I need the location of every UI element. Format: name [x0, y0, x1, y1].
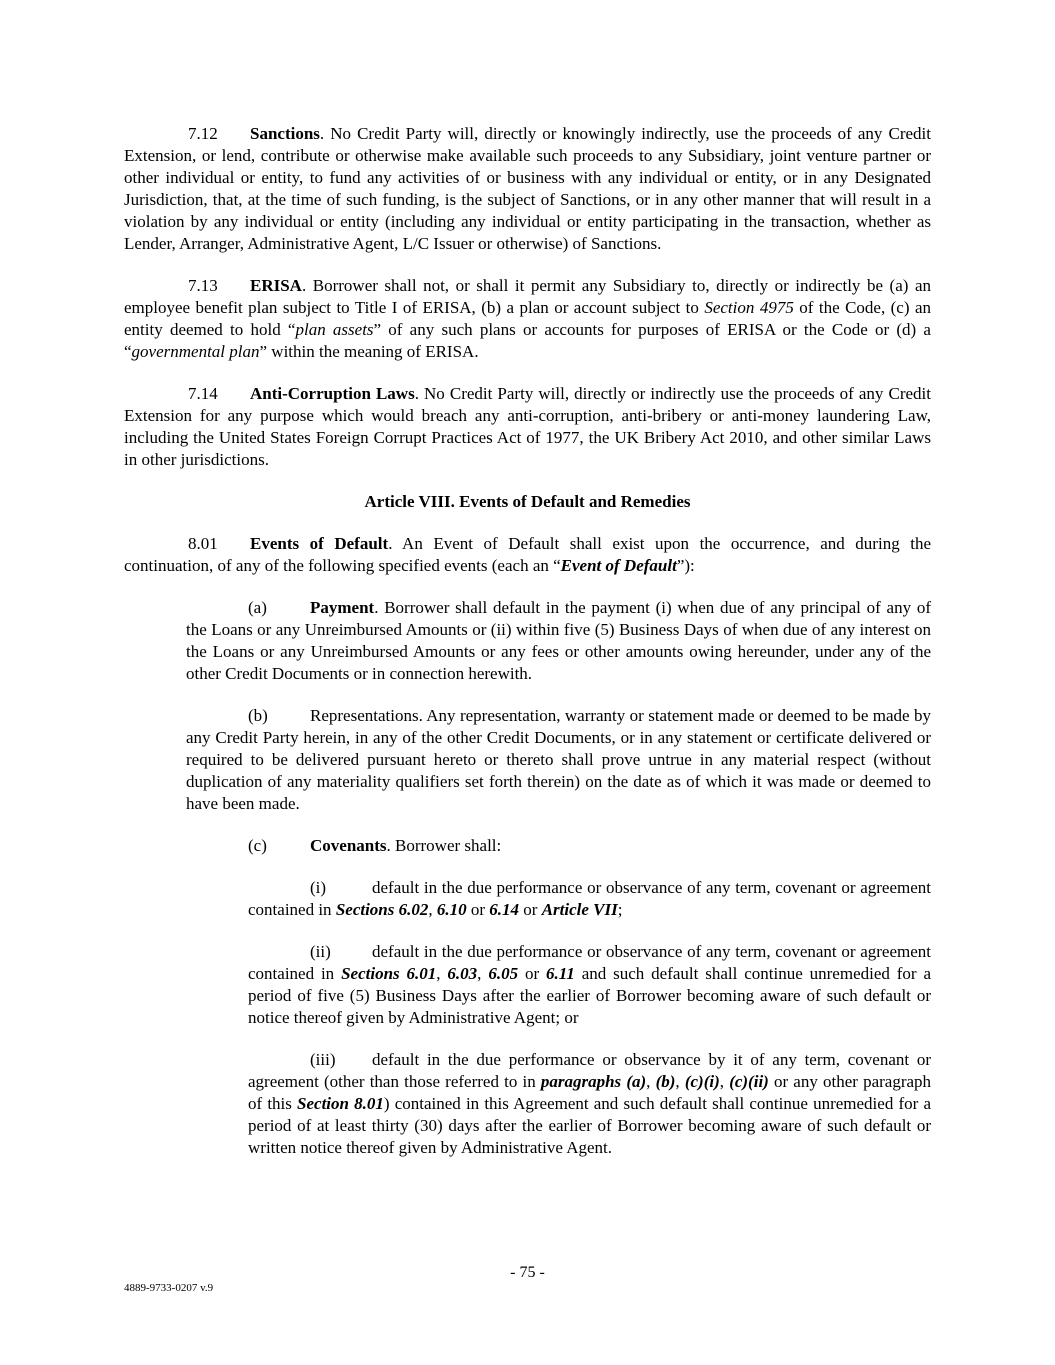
section-reference: (b) — [655, 1072, 676, 1091]
paragraph-text: ; — [617, 900, 623, 919]
paragraph-b — [186, 705, 931, 815]
paragraph-text: , — [477, 964, 489, 983]
section-reference: 6.14 — [489, 900, 520, 919]
paragraph-text: . Borrower shall default in the payment (i) when due of any principal of any of the Loans or any Unreimbursed Amounts or (ii) within five (5) Business Days of when due of any interest on the Loans or any Unreimbursed Amounts or any fees or other amounts owing hereunder, under any of the other Credit Documents or in connection herewith. — [186, 598, 931, 683]
section-text: ” within the meaning of ERISA. — [259, 342, 479, 361]
section-text: ” of any such plans or accounts for purposes of ERISA or the Code or (d) a “ — [124, 320, 931, 361]
section-text: . An Event of Default shall exist upon the occurrence, and during the continuation, of any of the following specified events (each an “ — [124, 534, 932, 575]
section-text: . No Credit Party will, directly or knowingly indirectly, use the proceeds of any Credit Extension, or lend, contribute or otherwise make available such proceeds to any Subsidiary, joint venture partner or other individual or entity, to fund any activities of or business with any individual or entity, or in any Designated Jurisdiction, that, at the time of such funding, is the subject of Sanctions, or in any other manner that will result in a violation by any individual or entity (including any individual or entity participating in the transaction, whether as Lender, Arranger, Administrative Agent, L/C Issuer or otherwise) of Sanctions. — [124, 124, 931, 253]
section-title: ERISA — [250, 276, 302, 295]
paragraph-text: , — [436, 964, 448, 983]
paragraph-text: or — [519, 900, 542, 919]
subparagraph-label: (iii) — [310, 1050, 336, 1069]
section-reference: paragraphs (a) — [540, 1072, 647, 1091]
section-text: . Borrower shall not, or shall it permit any Subsidiary to, directly or indirectly be (a) an employee benefit plan subject to Title I of ERISA, (b) a plan or account subject to — [124, 276, 931, 317]
paragraph-text: , — [719, 1072, 730, 1091]
paragraph-text: default in the due performance or observance of any term, covenant or agreement contained in — [248, 878, 931, 919]
section-7-13 — [124, 275, 931, 363]
section-7-14 — [124, 383, 931, 471]
paragraph-c — [186, 835, 931, 857]
paragraph-text: or — [518, 964, 546, 983]
section-number: 7.13 — [188, 276, 218, 295]
paragraph-text: and such default shall continue unremedied for a period of five (5) Business Days after the earlier of Borrower becoming aware of such default or notice thereof given by Administrative Agent; or — [248, 964, 932, 1027]
subparagraph-c-ii — [248, 941, 931, 1029]
section-title: Events of Default — [250, 534, 389, 553]
defined-term: plan assets — [295, 320, 374, 339]
section-number: 7.12 — [188, 124, 218, 143]
section-reference: 6.03 — [447, 964, 478, 983]
paragraph-a — [186, 597, 931, 685]
paragraph-label: (b) — [248, 706, 268, 725]
section-reference: Sections 6.01 — [341, 964, 437, 983]
paragraph-text: , — [675, 1072, 685, 1091]
paragraph-text: default in the due performance or observance of any term, covenant or agreement contained in — [248, 942, 931, 983]
paragraph-label: (a) — [248, 598, 267, 617]
document-body — [124, 123, 931, 1179]
section-reference: (c)(ii) — [729, 1072, 769, 1091]
section-reference: Section 8.01 — [297, 1094, 384, 1113]
subparagraph-c-iii — [248, 1049, 931, 1159]
paragraph-text: or any other paragraph of this — [248, 1072, 932, 1113]
paragraph-text: , — [646, 1072, 656, 1091]
section-reference: (c)(i) — [684, 1072, 720, 1091]
section-title: Sanctions — [250, 124, 320, 143]
paragraph-text: . Borrower shall: — [386, 836, 502, 855]
article-heading: Article VIII. Events of Default and Remedies — [364, 492, 691, 511]
section-number: 7.14 — [188, 384, 218, 403]
section-reference: Section 4975 — [704, 298, 794, 317]
section-text: . No Credit Party will, directly or indirectly use the proceeds of any Credit Extension for any purpose which would breach any anti-corruption, anti-bribery or anti-money laundering Law, including the United States Foreign Corrupt Practices Act of 1977, the UK Bribery Act 2010, and other similar Laws in other jurisdictions. — [124, 384, 931, 469]
paragraph-text: or — [466, 900, 490, 919]
section-text: ”): — [676, 556, 695, 575]
section-number: 8.01 — [188, 534, 218, 553]
paragraph-label: (c) — [248, 836, 267, 855]
subparagraph-label: (ii) — [310, 942, 331, 961]
section-7-12 — [124, 123, 931, 255]
section-title: Anti-Corruption Laws — [250, 384, 415, 403]
subparagraph-label: (i) — [310, 878, 327, 897]
subparagraph-c-i — [248, 877, 931, 921]
paragraph-text: default in the due performance or observance by it of any term, covenant or agreement (other than those referred to in — [248, 1050, 931, 1091]
paragraph-text: ) contained in this Agreement and such default shall continue unremedied for a period of at least thirty (30) days after the earlier of Borrower becoming aware of such default or written notice thereof given by Administrative Agent. — [248, 1094, 931, 1157]
section-reference: 6.05 — [488, 964, 519, 983]
paragraph-text: Representations. Any representation, warranty or statement made or deemed to be made by any Credit Party herein, in any of the other Credit Documents, or in any statement or certificate delivered or required to be delivered pursuant hereto or thereto shall prove untrue in any material respect (without duplication of any materiality qualifiers set forth therein) on the date as of which it was made or deemed to have been made. — [186, 706, 931, 813]
paragraph-title: Covenants — [310, 836, 387, 855]
section-reference: 6.11 — [546, 964, 575, 983]
section-text: of the Code, (c) an entity deemed to hold “ — [124, 298, 931, 339]
section-reference: Article VII — [541, 900, 618, 919]
document-id: 4889-9733-0207 v.9 — [124, 1282, 214, 1294]
defined-term: Event of Default — [560, 556, 677, 575]
paragraph-text: , — [428, 900, 437, 919]
paragraph-title: Payment — [310, 598, 375, 617]
section-8-01 — [124, 533, 931, 577]
page-number: - 75 - — [510, 1264, 545, 1281]
defined-term: governmental plan — [131, 342, 260, 361]
section-reference: Sections 6.02 — [335, 900, 429, 919]
section-reference: 6.10 — [436, 900, 467, 919]
